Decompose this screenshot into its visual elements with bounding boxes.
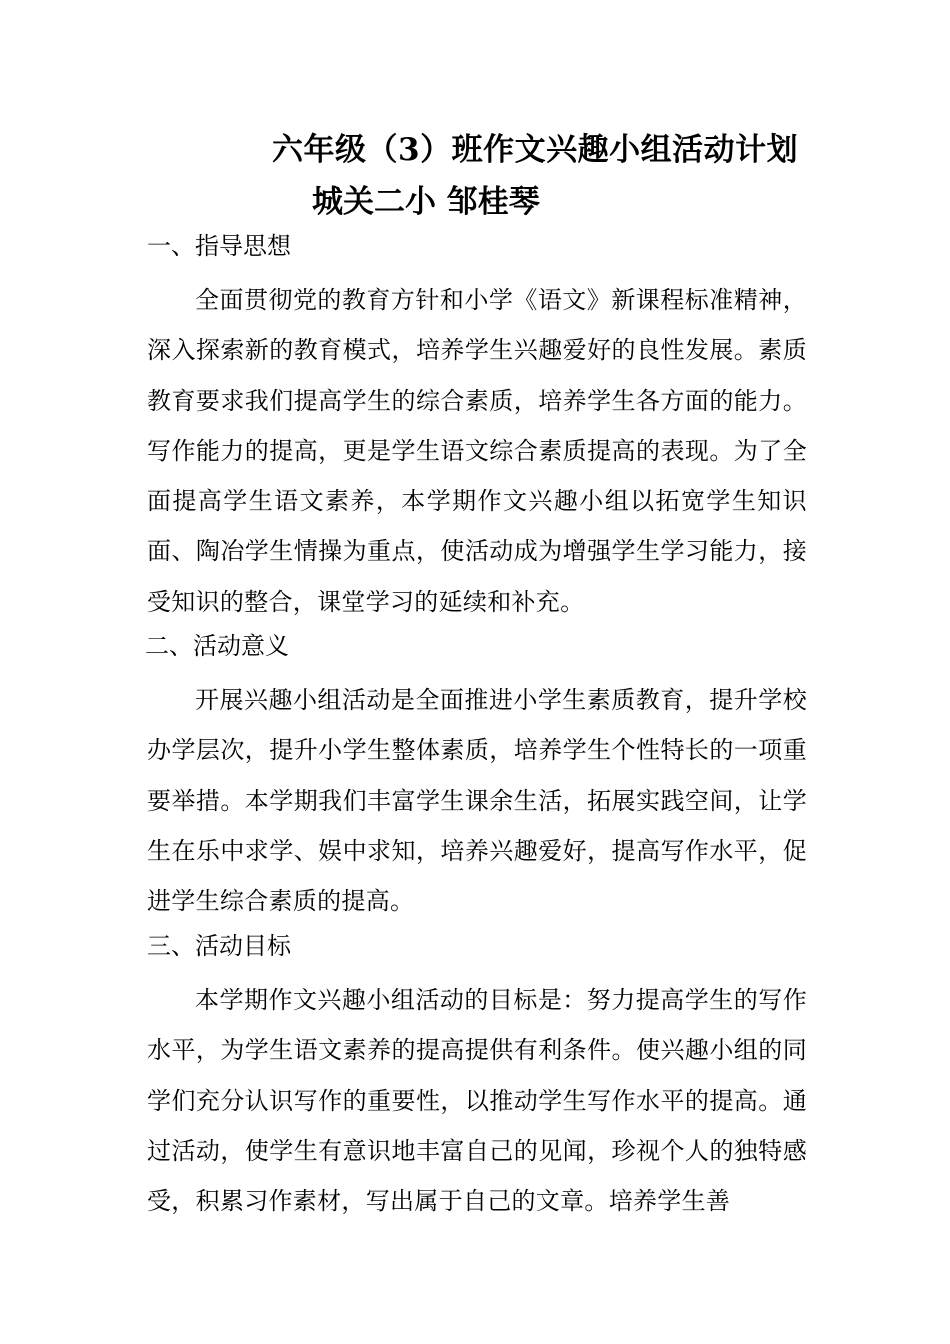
section-paragraph-activity-significance: 开展兴趣小组活动是全面推进小学生素质教育，提升学校办学层次，提升小学生整体素质，培养学生个性特长的一项重要举措。本学期我们丰富学生课余生活，拓展实践空间，让学生在乐中求学、娱中求知，培养兴趣爱好，提高写作水平，促进学生综合素质的提高。 — [147, 686, 807, 916]
section-heading-activity-significance: 二、活动意义 — [145, 632, 289, 660]
document-title: 六年级（3）班作文兴趣小组活动计划 — [272, 132, 799, 168]
section-heading-guiding-ideology: 一、指导思想 — [147, 232, 291, 260]
document-author: 城关二小 邹桂琴 — [312, 184, 540, 220]
section-heading-activity-goals: 三、活动目标 — [147, 932, 291, 960]
section-paragraph-activity-goals: 本学期作文兴趣小组活动的目标是：努力提高学生的写作水平，为学生语文素养的提高提供有利条件。使兴趣小组的同学们充分认识写作的重要性，以推动学生写作水平的提高。通过活动，使学生有意识地丰富自己的见闻，珍视个人的独特感受，积累习作素材，写出属于自己的文章。培养学生善 — [147, 986, 807, 1216]
section-paragraph-guiding-ideology: 全面贯彻党的教育方针和小学《语文》新课程标准精神，深入探索新的教育模式，培养学生兴趣爱好的良性发展。素质教育要求我们提高学生的综合素质，培养学生各方面的能力。写作能力的提高，更是学生语文综合素质提高的表现。为了全面提高学生语文素养，本学期作文兴趣小组以拓宽学生知识面、陶冶学生情操为重点，使活动成为增强学生学习能力，接受知识的整合，课堂学习的延续和补充。 — [147, 286, 807, 616]
